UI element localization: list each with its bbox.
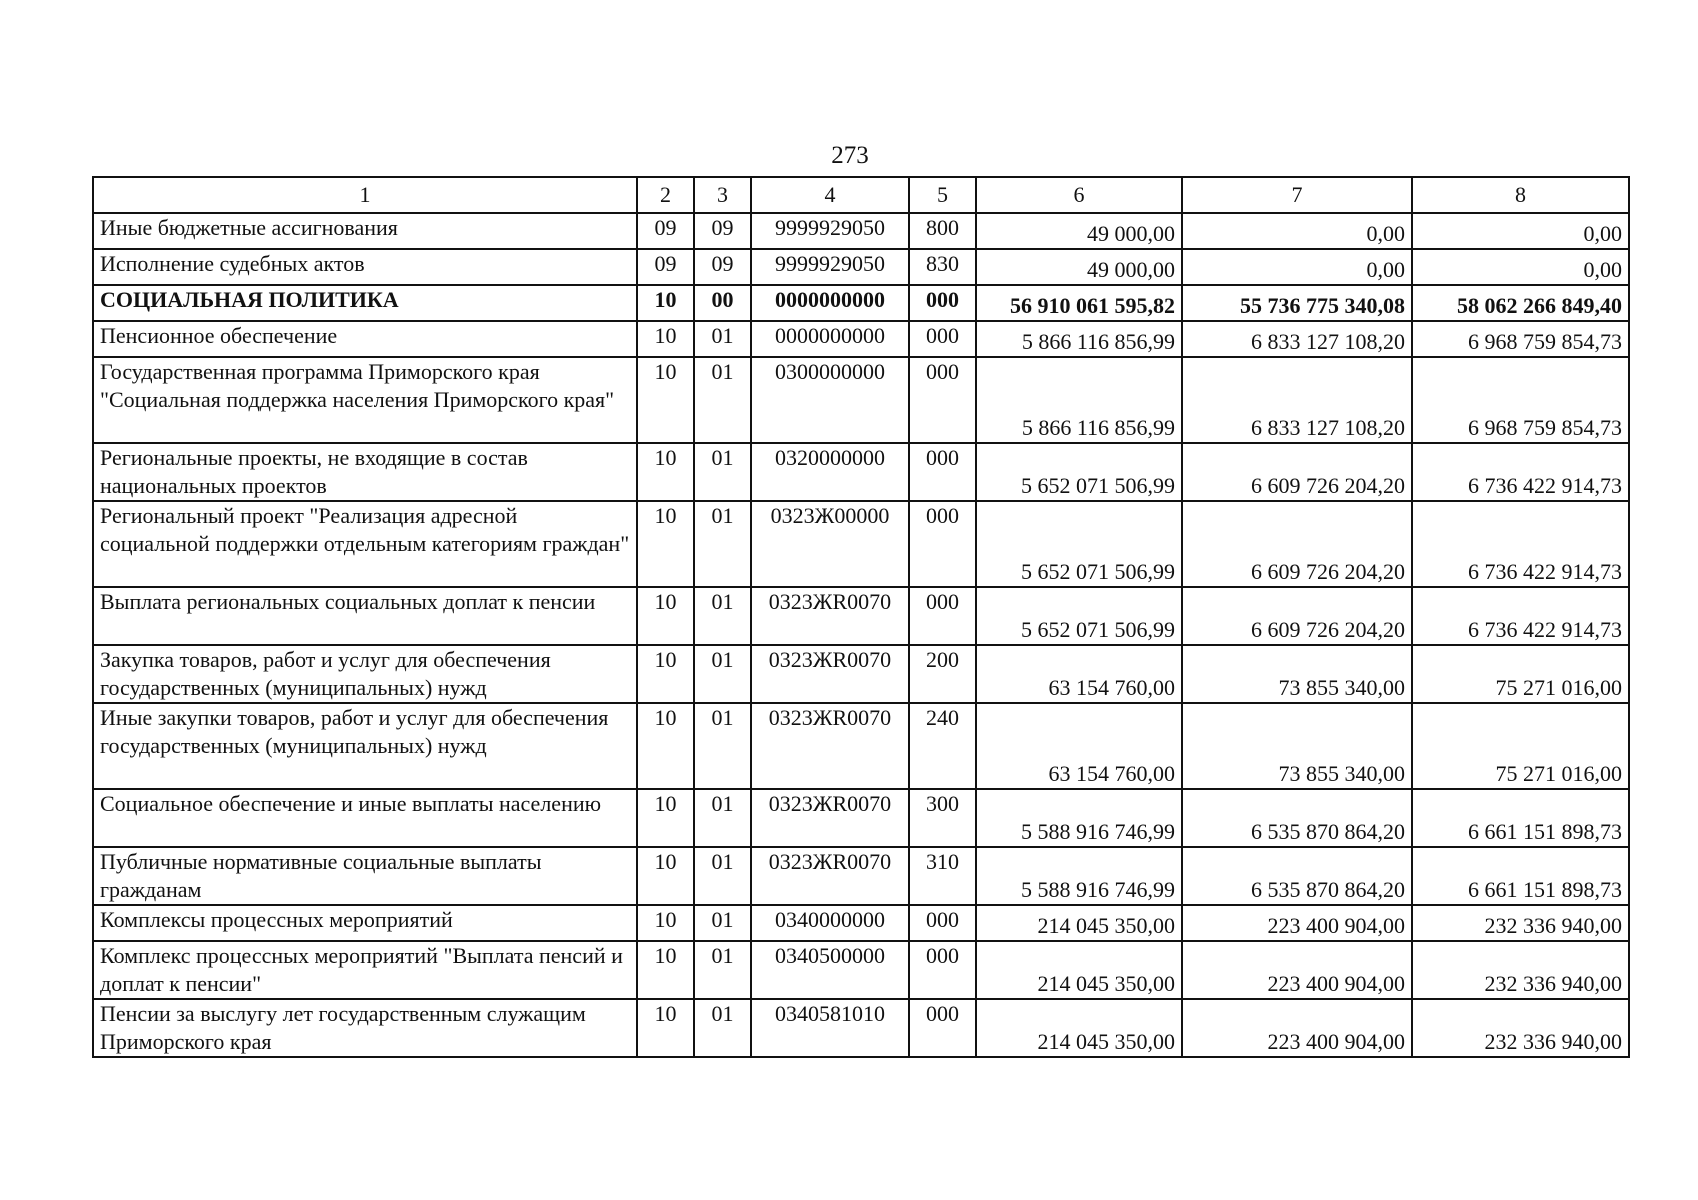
row-amount-6: 49 000,00 [976, 249, 1182, 285]
row-amount-6: 63 154 760,00 [976, 645, 1182, 703]
row-subsection: 01 [694, 905, 751, 941]
row-section: 10 [637, 999, 694, 1057]
row-amount-6: 5 866 116 856,99 [976, 321, 1182, 357]
row-name: Закупка товаров, работ и услуг для обеспечения государственных (муниципальных) нужд [93, 645, 637, 703]
row-subsection: 01 [694, 587, 751, 645]
header-cell-3: 3 [694, 177, 751, 213]
row-section: 10 [637, 789, 694, 847]
row-amount-8: 6 736 422 914,73 [1412, 587, 1629, 645]
row-amount-6: 5 652 071 506,99 [976, 443, 1182, 501]
row-subsection: 01 [694, 321, 751, 357]
table-row [93, 213, 1629, 249]
row-subsection: 01 [694, 847, 751, 905]
row-target-code: 0300000000 [751, 357, 909, 443]
row-amount-7: 223 400 904,00 [1182, 905, 1412, 941]
table-row [93, 905, 1629, 941]
row-name: Государственная программа Приморского края "Социальная поддержка населения Приморского края" [93, 357, 637, 443]
row-name: Иные закупки товаров, работ и услуг для обеспечения государственных (муниципальных) нужд [93, 703, 637, 789]
row-section: 10 [637, 501, 694, 587]
row-target-code: 0323ЖR0070 [751, 703, 909, 789]
header-cell-2: 2 [637, 177, 694, 213]
table-header-row [93, 177, 1629, 213]
row-subsection: 09 [694, 213, 751, 249]
table-row [93, 249, 1629, 285]
row-amount-6: 214 045 350,00 [976, 941, 1182, 999]
header-cell-7: 7 [1182, 177, 1412, 213]
row-expense-type: 000 [909, 501, 976, 587]
row-section: 10 [637, 905, 694, 941]
row-target-code: 0340000000 [751, 905, 909, 941]
row-expense-type: 000 [909, 999, 976, 1057]
row-section: 10 [637, 703, 694, 789]
row-target-code: 0323ЖR0070 [751, 789, 909, 847]
row-target-code: 9999929050 [751, 213, 909, 249]
row-amount-8: 232 336 940,00 [1412, 941, 1629, 999]
table-row [93, 703, 1629, 789]
row-amount-8: 6 661 151 898,73 [1412, 789, 1629, 847]
row-target-code: 0000000000 [751, 285, 909, 321]
row-section: 10 [637, 847, 694, 905]
row-target-code: 0340581010 [751, 999, 909, 1057]
row-target-code: 0323ЖR0070 [751, 587, 909, 645]
row-expense-type: 000 [909, 905, 976, 941]
row-name: Публичные нормативные социальные выплаты гражданам [93, 847, 637, 905]
row-expense-type: 800 [909, 213, 976, 249]
row-amount-7: 223 400 904,00 [1182, 941, 1412, 999]
row-amount-7: 6 609 726 204,20 [1182, 501, 1412, 587]
budget-table [92, 176, 1630, 1058]
row-amount-8: 0,00 [1412, 213, 1629, 249]
row-expense-type: 830 [909, 249, 976, 285]
row-expense-type: 240 [909, 703, 976, 789]
row-section: 09 [637, 249, 694, 285]
row-amount-6: 5 588 916 746,99 [976, 847, 1182, 905]
row-amount-7: 6 535 870 864,20 [1182, 847, 1412, 905]
table-row [93, 357, 1629, 443]
row-amount-7: 6 609 726 204,20 [1182, 587, 1412, 645]
row-subsection: 01 [694, 703, 751, 789]
row-name: Комплекс процессных мероприятий "Выплата пенсий и доплат к пенсии" [93, 941, 637, 999]
row-target-code: 0323ЖR0070 [751, 847, 909, 905]
row-subsection: 09 [694, 249, 751, 285]
row-name: Выплата региональных социальных доплат к пенсии [93, 587, 637, 645]
row-subsection: 01 [694, 357, 751, 443]
page-number: 273 [831, 142, 869, 169]
row-amount-7: 6 833 127 108,20 [1182, 321, 1412, 357]
row-subsection: 01 [694, 443, 751, 501]
row-target-code: 0323Ж00000 [751, 501, 909, 587]
row-target-code: 0323ЖR0070 [751, 645, 909, 703]
row-section: 09 [637, 213, 694, 249]
row-amount-7: 6 535 870 864,20 [1182, 789, 1412, 847]
row-section: 10 [637, 285, 694, 321]
row-expense-type: 000 [909, 285, 976, 321]
row-amount-6: 5 652 071 506,99 [976, 587, 1182, 645]
row-expense-type: 200 [909, 645, 976, 703]
row-name: Региональные проекты, не входящие в состав национальных проектов [93, 443, 637, 501]
row-amount-6: 214 045 350,00 [976, 999, 1182, 1057]
row-target-code: 0000000000 [751, 321, 909, 357]
table-row [93, 847, 1629, 905]
table-row [93, 587, 1629, 645]
row-amount-8: 232 336 940,00 [1412, 905, 1629, 941]
row-amount-8: 6 736 422 914,73 [1412, 501, 1629, 587]
row-amount-6: 5 866 116 856,99 [976, 357, 1182, 443]
table-row [93, 443, 1629, 501]
row-amount-8: 232 336 940,00 [1412, 999, 1629, 1057]
row-amount-7: 6 609 726 204,20 [1182, 443, 1412, 501]
row-amount-6: 5 652 071 506,99 [976, 501, 1182, 587]
row-name: Комплексы процессных мероприятий [93, 905, 637, 941]
row-section: 10 [637, 321, 694, 357]
row-amount-6: 214 045 350,00 [976, 905, 1182, 941]
row-amount-8: 6 968 759 854,73 [1412, 357, 1629, 443]
row-target-code: 0320000000 [751, 443, 909, 501]
row-subsection: 01 [694, 789, 751, 847]
table-row [93, 501, 1629, 587]
row-section: 10 [637, 941, 694, 999]
table-row [93, 999, 1629, 1057]
row-amount-8: 58 062 266 849,40 [1412, 285, 1629, 321]
row-amount-8: 75 271 016,00 [1412, 645, 1629, 703]
table-row [93, 645, 1629, 703]
row-amount-8: 0,00 [1412, 249, 1629, 285]
row-expense-type: 000 [909, 357, 976, 443]
header-cell-6: 6 [976, 177, 1182, 213]
row-section: 10 [637, 357, 694, 443]
header-cell-1: 1 [93, 177, 637, 213]
row-expense-type: 000 [909, 443, 976, 501]
table-row [93, 941, 1629, 999]
header-cell-4: 4 [751, 177, 909, 213]
row-amount-6: 56 910 061 595,82 [976, 285, 1182, 321]
row-amount-6: 63 154 760,00 [976, 703, 1182, 789]
row-amount-8: 75 271 016,00 [1412, 703, 1629, 789]
row-expense-type: 000 [909, 587, 976, 645]
row-amount-8: 6 736 422 914,73 [1412, 443, 1629, 501]
row-subsection: 00 [694, 285, 751, 321]
row-expense-type: 310 [909, 847, 976, 905]
row-section: 10 [637, 587, 694, 645]
row-subsection: 01 [694, 645, 751, 703]
row-amount-6: 5 588 916 746,99 [976, 789, 1182, 847]
row-section: 10 [637, 645, 694, 703]
row-name: Пенсионное обеспечение [93, 321, 637, 357]
row-name: Социальное обеспечение и иные выплаты населению [93, 789, 637, 847]
row-name: СОЦИАЛЬНАЯ ПОЛИТИКА [93, 285, 637, 321]
row-name: Исполнение судебных актов [93, 249, 637, 285]
row-name: Иные бюджетные ассигнования [93, 213, 637, 249]
row-expense-type: 000 [909, 321, 976, 357]
row-amount-6: 49 000,00 [976, 213, 1182, 249]
row-subsection: 01 [694, 501, 751, 587]
row-expense-type: 300 [909, 789, 976, 847]
row-amount-7: 73 855 340,00 [1182, 645, 1412, 703]
header-cell-5: 5 [909, 177, 976, 213]
row-subsection: 01 [694, 999, 751, 1057]
table-row-total [93, 285, 1629, 321]
row-amount-8: 6 968 759 854,73 [1412, 321, 1629, 357]
row-amount-7: 55 736 775 340,08 [1182, 285, 1412, 321]
row-expense-type: 000 [909, 941, 976, 999]
row-amount-7: 0,00 [1182, 249, 1412, 285]
row-amount-7: 73 855 340,00 [1182, 703, 1412, 789]
table-row [93, 321, 1629, 357]
row-amount-8: 6 661 151 898,73 [1412, 847, 1629, 905]
row-amount-7: 223 400 904,00 [1182, 999, 1412, 1057]
row-name: Региональный проект "Реализация адресной социальной поддержки отдельным категориям граждан" [93, 501, 637, 587]
row-amount-7: 6 833 127 108,20 [1182, 357, 1412, 443]
row-target-code: 0340500000 [751, 941, 909, 999]
row-target-code: 9999929050 [751, 249, 909, 285]
row-section: 10 [637, 443, 694, 501]
row-subsection: 01 [694, 941, 751, 999]
header-cell-8: 8 [1412, 177, 1629, 213]
row-amount-7: 0,00 [1182, 213, 1412, 249]
row-name: Пенсии за выслугу лет государственным служащим Приморского края [93, 999, 637, 1057]
table-row [93, 789, 1629, 847]
